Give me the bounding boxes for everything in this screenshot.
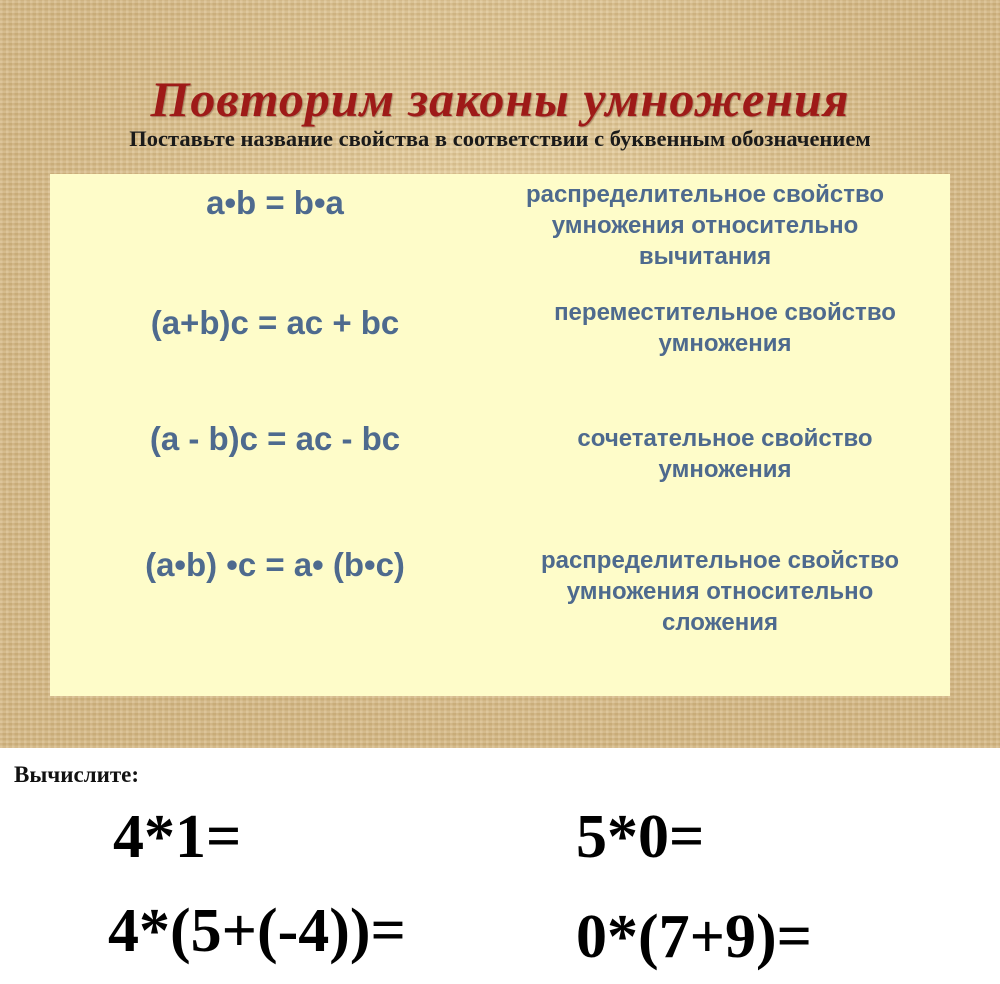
property-line: сочетательное свойство bbox=[577, 425, 873, 452]
expression: 4*(5+(-4))= bbox=[108, 897, 406, 965]
formula-distributive-addition: (a+b)c = ac + bc bbox=[150, 304, 400, 341]
property-line: умножения относительно bbox=[551, 212, 859, 239]
expression: 0*(7+9)= bbox=[576, 903, 812, 971]
exercise-label: Вычислите: bbox=[14, 762, 140, 787]
slide-title: Повторим законы умножения bbox=[150, 71, 850, 127]
property-line: сложения bbox=[662, 609, 778, 636]
property-line: умножения bbox=[658, 456, 792, 483]
property-line: распределительное свойство bbox=[540, 547, 900, 574]
formula-distributive-subtraction: (a - b)c = ac - bc bbox=[149, 420, 401, 457]
expression: 4*1= bbox=[113, 803, 242, 871]
formula-commutative: a•b = b•a bbox=[206, 184, 344, 221]
property-item bbox=[470, 179, 940, 272]
property-item bbox=[490, 297, 960, 359]
property-line: переместительное свойство bbox=[554, 299, 896, 326]
property-line: распределительное свойство bbox=[525, 181, 885, 208]
expression: 5*0= bbox=[576, 803, 705, 871]
property-line: вычитания bbox=[638, 243, 772, 270]
property-line: умножения bbox=[658, 330, 792, 357]
properties-panel bbox=[50, 174, 950, 696]
property-item bbox=[490, 423, 960, 485]
formula-associative: (a•b) •c = a• (b•c) bbox=[145, 546, 405, 583]
property-item bbox=[485, 545, 955, 638]
property-line: умножения относительно bbox=[566, 578, 874, 605]
slide-subtitle: Поставьте название свойства в соответствии с буквенным обозначением bbox=[129, 126, 871, 151]
